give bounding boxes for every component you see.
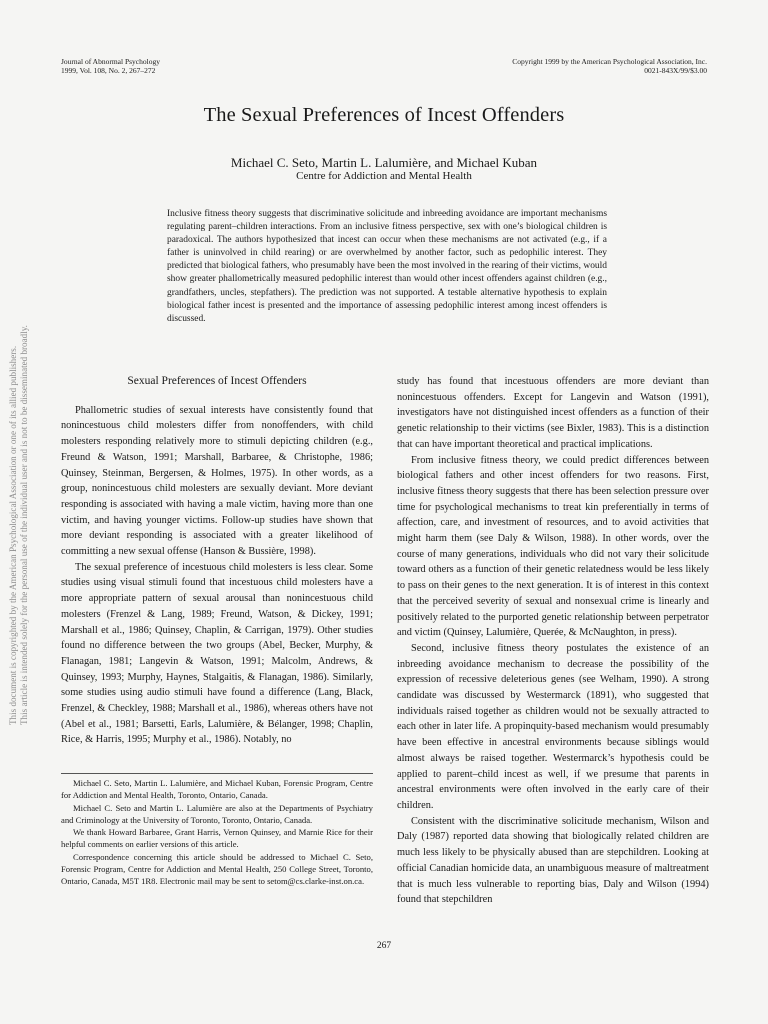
footnote: Michael C. Seto and Martin L. Lalumière are also at the Departments of Psychiatry and Criminology at the University of Toronto, Toronto, Ontario, Canada. [61, 802, 373, 825]
footnote-divider [61, 773, 373, 774]
journal-header [61, 57, 160, 75]
footnote: We thank Howard Barbaree, Grant Harris, Vernon Quinsey, and Marnie Rice for their helpful comments on earlier versions of this article. [61, 827, 373, 850]
sidebar-line-1: This document is copyrighted by the American Psychological Association or one of its allied publishers. [8, 345, 18, 725]
footnote: Michael C. Seto, Martin L. Lalumière, and Michael Kuban, Forensic Program, Centre for Addiction and Mental Health, Toronto, Ontario, Canada. [61, 778, 373, 801]
paragraph: Consistent with the discriminative solicitude mechanism, Wilson and Daly (1987) reported data showing that biologically related children are much less likely to be physically abused than are stepchildren. Looking at official Canadian homicide data, an unambiguous measure of maltreatment that is much less vulnerable to reporting bias, Daly and Wilson (1994) found that stepchildren [397, 815, 709, 906]
author-list: Michael C. Seto, Martin L. Lalumière, and Michael Kuban [230, 155, 538, 170]
paragraph: The sexual preference of incestuous child molesters is less clear. Some studies using visual stimuli found that incestuous child molesters have a more appropriate pattern of sexual arousal than nonincestuous child molesters (Frenzel & Lang, 1989; Freund, Watson, & Dickey, 1991; Marshall et al., 1986; Quinsey, Chaplin, & Carrigan, 1979). Other studies found no difference between the two groups (Abel, Becker, Murphy, & Flanagan, 1981; Langevin & Watson, 1991; Malcolm, Andrews, & Quinsey, 1993; Murphy, Haynes, Stalgaitis, & Flanagan, 1986). Similarly, some studies using audio stimuli have found a difference (Lang, Black, Frenzel, & Checkley, 1988; Marshall et al., 1986), whereas others have not (Abel et al., 1981; Barsetti, Earls, Lalumière, & Bélanger, 1998; Chaplin, Rice, & Harris, 1995; Murphy et al., 1986). Notably, no [61, 561, 373, 746]
author-footnotes [61, 773, 373, 888]
paragraph: study has found that incestuous offenders are more deviant than nonincestuous offenders. Except for Langevin and Watson (1991), investigators have not distinguished incest offenders as a function of their genetic relationship to their victims (see Bixler, 1983). This is a distinction that can have important theoretical and practical implications. [397, 376, 709, 450]
article-title: The Sexual Preferences of Incest Offenders [203, 104, 565, 126]
journal-name: Journal of Abnormal Psychology [61, 57, 160, 66]
section-heading: Sexual Preferences of Incest Offenders [127, 375, 307, 387]
journal-citation: 1999, Vol. 108, No. 2, 267–272 [61, 66, 156, 75]
paragraph: From inclusive fitness theory, we could predict differences between biological fathers and other incest offenders for two reasons. First, inclusive fitness theory suggests that there has been selection pressure over time for psychological mechanisms to treat kin preferentially in terms of affection, care, and investment of resources, and to avoid activities that might harm them (see Daly & Wilson, 1988). In other words, over the course of many generations, individuals who did not vary their solicitude toward others as a function of their genetic relatedness would be less likely to pass on their genes to the next generation. It is of interest in this context that the perceived severity of sexual and nonsexual crime is linearly and positively related to the purported genetic relationship between perpetrator and victim (Quinsey, Lalumière, Querée, & McNaughton, in press). [397, 454, 709, 639]
copyright-sidebar [0, 0, 34, 1024]
copyright-notice: Copyright 1999 by the American Psychological Association, Inc. [512, 57, 707, 66]
paragraph: Phallometric studies of sexual interests have consistently found that nonincestuous child molesters differ from nonoffenders, with child molesters responding relatively more to stimuli depicting children (e.g., Freund & Watson, 1991; Marshall, Barbaree, & Christophe, 1986; Quinsey, Steinman, Bergersen, & Holmes, 1975). In other words, as a group, nonincestuous child molesters are sexually deviant. More deviant responding is associated with having a male victim, having more than one victim, and having younger victims. Follow-up studies have shown that more deviant responding is associated with a greater likelihood of committing a new sexual offense (Hanson & Bussière, 1998). [61, 404, 373, 558]
right-column [397, 374, 709, 908]
abstract: Inclusive fitness theory suggests that discriminative solicitude and inbreeding avoidance are important mechanisms regulating parent–children interactions. From an inclusive fitness perspective, sex with one’s biological children is paradoxical. The authors hypothesized that incest can occur when these mechanisms are not activated (e.g., if a father is uninvolved in child rearing) or are overwhelmed by another factor, such as pedophilic interest. They predicted that biological fathers, who presumably have been the most involved in the rearing of their victims, would show greater phallometrically measured pedophilic interest than would other incest offenders against children (e.g., grandfathers, uncles, stepfathers). The prediction was not supported. A testable alternative hypothesis to explain biological father incest is presented and the importance of assessing pedophilic interest among incest offenders is discussed. [167, 209, 607, 324]
footnote: Correspondence concerning this article should be addressed to Michael C. Seto, Forensic Program, Centre for Addiction and Mental Health, 250 College Street, Toronto, Ontario, Canada, M5T 1R8. Electronic mail may be sent to setom@cs.clarke-inst.on.ca. [61, 851, 373, 887]
issn-price: 0021-843X/99/$3.00 [644, 66, 707, 75]
page-number: 267 [376, 941, 392, 951]
page-bottom-edge [0, 1014, 768, 1024]
left-column [61, 374, 373, 748]
affiliation: Centre for Addiction and Mental Health [296, 170, 472, 182]
copyright-header [512, 57, 707, 75]
paragraph: Second, inclusive fitness theory postulates the existence of an inbreeding avoidance mechanism to decrease the possibility of the expression of recessive deleterious genes (see Welham, 1990). A strong candidate was discussed by Westermarck (1891), who suggested that individuals raised together as children would not be sexually attracted to each other in later life. A propinquity-based mechanism would presumably have been effective in ancestral environments because siblings would almost always be raised together. Westermarck’s hypothesis could be applied to parent–child incest as well, if we presume that parents in ancestral environments were often involved in the early care of their children. [397, 642, 709, 811]
sidebar-line-2: This article is intended solely for the personal use of the individual user and is not to be disseminated broadly. [18, 325, 29, 725]
